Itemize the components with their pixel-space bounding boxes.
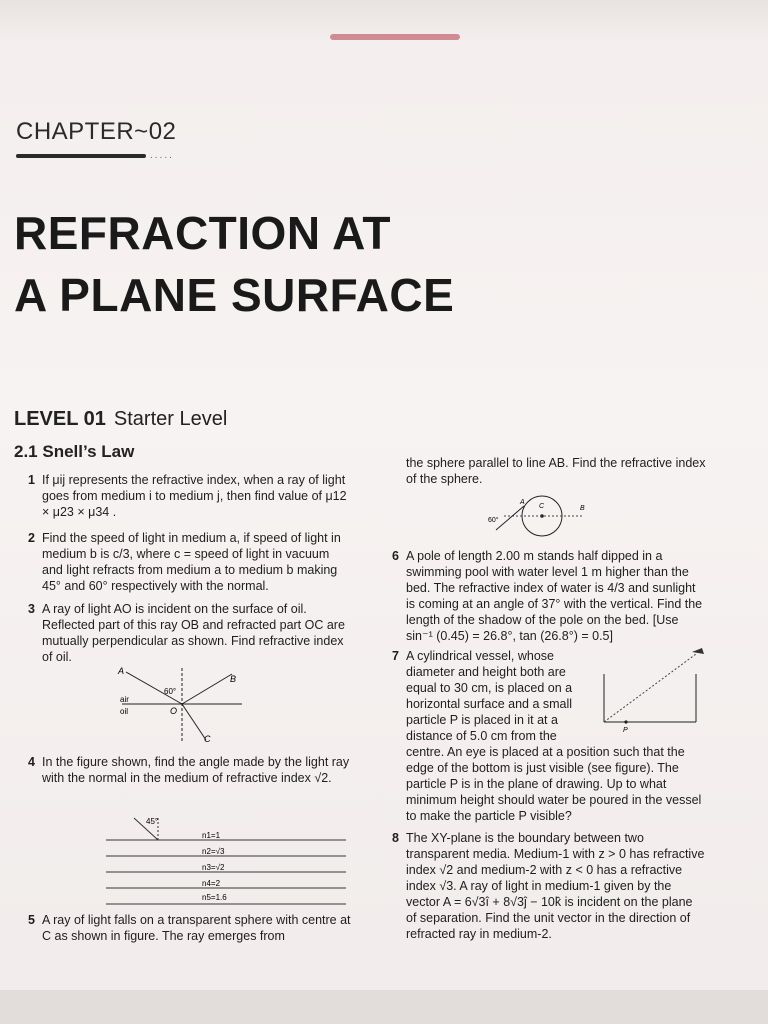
q3-label-a: A (118, 666, 125, 676)
chapter-dots: ..... (150, 150, 174, 161)
q4-layer-2: n2=√3 (202, 847, 225, 856)
question-6: 6 A pole of length 2.00 m stands half dipped in a swimming pool with water level 1 m higher than the bed. The refractive index of water is 4/3 and sunlight is coming at an angle of 37° with the vertical. Find the length of the shadow of the pole on the bed. [Use sin⁻¹ (0.45) = 26.8°, tan (26.8°) = 0.5] (392, 549, 703, 643)
figure-q4-layers (106, 812, 346, 908)
figure-q5-sphere (484, 494, 604, 538)
question-4: 4 In the figure shown, find the angle made by the light ray with the normal in the medium of refractive index √2. (28, 755, 350, 785)
section-heading: 2.1 Snell’s Law (14, 442, 135, 461)
level-heading (14, 408, 227, 431)
q3-angle: 60° (164, 687, 177, 696)
page-bottom-edge (0, 990, 768, 1024)
question-2: 2 Find the speed of light in medium a, if speed of light in medium b is c/3, where c = speed of light in vacuum and light refracts from medium a to medium b making 45° and 60° respectively with the normal. (28, 531, 341, 593)
question-7: 7 A cylindrical vessel, whose diameter and height both are equal to 30 cm, is placed on a horizontal surface and a small particle P is placed in it at a distance of 5.0 cm from the (392, 649, 573, 743)
q4-angle: 45° (146, 817, 159, 826)
q4-layer-4: n4=2 (202, 879, 221, 888)
question-7-continued: centre. An eye is placed at a position such that the edge of the bottom is just visible (see figure). The particle P is in the plane of drawing. Up to what minimum height should water be poured in the vessel to make the particle P visible? (406, 745, 702, 823)
q3-label-c: C (204, 734, 211, 744)
q5-label-b: B (580, 505, 585, 512)
eye-icon (692, 648, 704, 654)
question-1: 1 If μij represents the refractive index, when a ray of light goes from medium i to medium j, then find value of μ12 × μ23 × μ34 . (28, 473, 347, 519)
q3-label-o: O (170, 706, 178, 716)
question-8: 8 The XY-plane is the boundary between two transparent media. Medium-1 with z > 0 has refractive index √2 and medium-2 with z < 0 has a refractive index √3. A ray of light in medium-1 given by the vector A = 6√3î + 8√3ĵ − 10k̂ is incident on the plane of separation. Find the unit vector in the direction of refracted ray in medium-2. (392, 831, 705, 941)
q4-layer-5: n5=1.6 (202, 893, 227, 902)
question-5-continued: the sphere parallel to line AB. Find the refractive index of the sphere. (406, 456, 706, 486)
figure-q3-reflection (112, 664, 252, 746)
level-label: LEVEL 01 (14, 408, 106, 430)
chapter-label: CHAPTER~02 (16, 118, 177, 145)
q5-label-a: A (520, 499, 525, 506)
level-sublabel: Starter Level (113, 408, 228, 430)
question-5: 5 A ray of light falls on a transparent sphere with centre at C as shown in figure. The ray emerges from (28, 913, 351, 943)
question-3: 3 A ray of light AO is incident on the surface of oil. Reflected part of this ray OB and refracted part OC are mutually perpendicular as shown. Find refractive index of oil. (28, 602, 345, 664)
q4-layer-1: n1=1 (202, 831, 221, 840)
q5-label-c: C (539, 503, 545, 510)
q3-medium-air: air (120, 695, 129, 704)
q5-angle: 60° (488, 517, 499, 524)
q3-medium-oil: oil (120, 707, 129, 716)
chapter-title-line1: REFRACTION AT (14, 207, 392, 259)
q7-label-p: P (623, 727, 628, 734)
chapter-rule (16, 154, 146, 158)
page-top-edge (0, 0, 768, 40)
chapter-title-line2: A PLANE SURFACE (14, 269, 455, 321)
q4-layer-3: n3=√2 (202, 863, 225, 872)
q3-label-b: B (230, 674, 237, 684)
figure-q7-vessel (600, 646, 712, 734)
